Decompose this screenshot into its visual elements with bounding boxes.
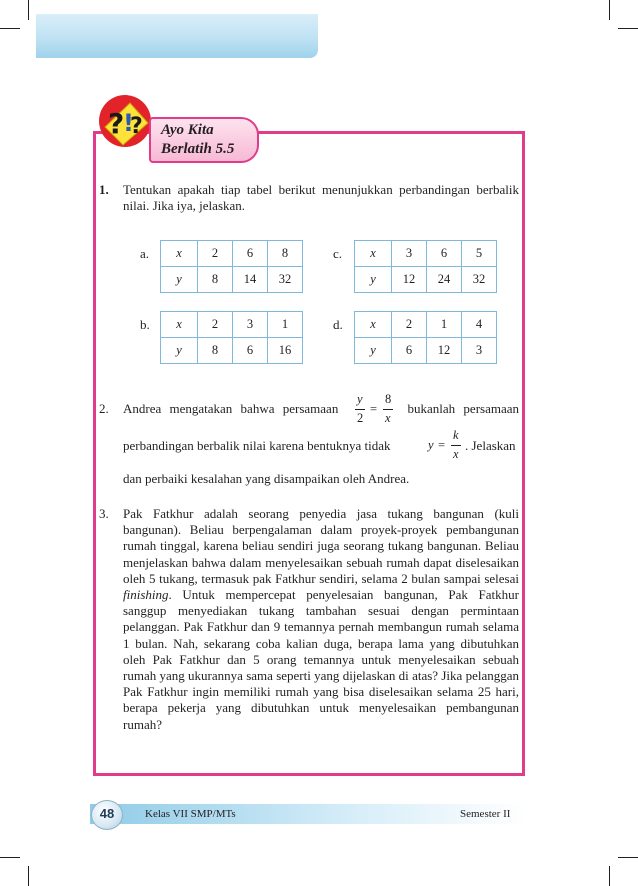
section-banner (149, 117, 259, 163)
question-2-text: . Jelaskan (465, 438, 516, 453)
table-cell: 8 (198, 338, 233, 364)
fraction-bar (383, 409, 393, 410)
question-number: 2. (99, 401, 109, 416)
table-cell: 14 (233, 267, 268, 293)
table-cell: 2 (392, 312, 427, 338)
question-3-text (123, 506, 519, 733)
table-cell: 8 (268, 241, 303, 267)
table-cell: x (161, 312, 198, 338)
fraction-denominator: x (453, 447, 459, 461)
svg-text:?: ? (108, 107, 125, 140)
banner-title-line1: Ayo Kita (161, 122, 214, 138)
table-cell: 4 (462, 312, 497, 338)
table-cell: 8 (198, 267, 233, 293)
svg-text:!: ! (123, 109, 134, 137)
footer-right: Semester II (460, 808, 511, 820)
table-cell: 3 (233, 312, 268, 338)
table-cell: 3 (392, 241, 427, 267)
page-number: 48 (99, 806, 115, 821)
table-cell: 32 (268, 267, 303, 293)
footer-left: Kelas VII SMP/MTs (145, 808, 236, 820)
fraction-bar (451, 445, 461, 446)
question-2-text: Andrea mengatakan bahwa persamaan (123, 401, 339, 416)
table-cell: y (355, 267, 392, 293)
ratio-table-c (354, 240, 497, 293)
table-cell: 32 (462, 267, 497, 293)
table-cell: 6 (392, 338, 427, 364)
table-cell: 3 (462, 338, 497, 364)
equals-sign: = (438, 438, 446, 452)
fraction-numerator: 8 (385, 392, 392, 406)
question-3-text-part: Pak Fatkhur adalah seorang penyedia jasa tukang bangunan (kuli bangunan). Beliau berpengalaman dalam proyek-proyek pembangunan rumah tinggal, karena beliau sendiri juga seorang tukang bangunan. Beliau menjelaskan bahwa dalam menyelesaikan sebuah rumah dapat diselesaikan oleh 5 tukang, termasuk pak Fatkhur sendiri, selama 2 bulan sampai selesai (123, 506, 519, 586)
table-label: c. (333, 246, 343, 261)
table-cell: 24 (427, 267, 462, 293)
table-cell: y (355, 338, 392, 364)
fraction-numerator: k (453, 428, 459, 442)
fraction-numerator: y (357, 392, 363, 406)
question-3-italic: finishing (123, 587, 169, 603)
table-cell: x (161, 241, 198, 267)
table-cell: 6 (233, 241, 268, 267)
table-cell: 2 (198, 312, 233, 338)
equation-lhs: y (428, 438, 434, 452)
equals-sign: = (370, 402, 378, 416)
table-label: b. (140, 317, 150, 332)
crop-mark (618, 857, 638, 858)
question-2-text: dan perbaiki kesalahan yang disampaikan oleh Andrea. (123, 471, 410, 486)
table-cell: 6 (233, 338, 268, 364)
table-cell: 6 (427, 241, 462, 267)
table-cell: 1 (268, 312, 303, 338)
table-label: d. (333, 317, 343, 332)
table-cell: 5 (462, 241, 497, 267)
question-2-text: bukanlah persamaan (407, 401, 519, 416)
table-cell: 12 (427, 338, 462, 364)
question-exclamation-icon (96, 93, 154, 149)
crop-mark (618, 28, 638, 29)
table-cell: y (161, 267, 198, 293)
table-cell: x (355, 312, 392, 338)
ratio-table-d (354, 311, 497, 364)
crop-mark (28, 0, 29, 20)
svg-text:?: ? (130, 114, 143, 139)
question-number: 3. (99, 506, 109, 521)
crop-mark (609, 866, 610, 886)
crop-mark (609, 0, 610, 20)
table-cell: 16 (268, 338, 303, 364)
table-cell: x (355, 241, 392, 267)
fraction-bar (355, 409, 365, 410)
header-band (36, 14, 318, 58)
table-cell: y (161, 338, 198, 364)
ratio-table-a (160, 240, 303, 293)
crop-mark (28, 866, 29, 886)
banner-title-line2: Berlatih 5.5 (161, 141, 235, 157)
table-cell: 12 (392, 267, 427, 293)
fraction-denominator: x (385, 411, 391, 425)
table-label: a. (140, 246, 150, 261)
question-1-text: Tentukan apakah tiap tabel berikut menunjukkan perbandingan berbalik nilai. Jika iya, jelaskan. (123, 182, 519, 214)
crop-mark (0, 857, 20, 858)
ratio-table-b (160, 311, 303, 364)
table-cell: 2 (198, 241, 233, 267)
table-cell: 1 (427, 312, 462, 338)
question-2-text: perbandingan berbalik nilai karena bentuknya tidak (123, 438, 391, 453)
fraction-denominator: 2 (357, 411, 364, 425)
question-number: 1. (99, 182, 109, 197)
question-3-text-part: . Untuk mempercepat penyelesaian bangunan, Pak Fatkhur sanggup menyediakan tukang tambahan sesuai dengan permintaan pelanggan. Pak Fatkhur dan 9 temannya pernah membangun rumah selama 1 bulan. Nah, sekarang coba kalian duga, berapa lama yang dibutuhkan oleh Pak Fatkhur dan 5 orang temannya untuk menyelesaikan sebuah rumah yang ukurannya sama seperti yang dijelaskan di atas? Jika pelanggan Pak Fatkhur ingin memiliki rumah yang bisa diselesaikan selama 25 hari, berapa pekerja yang dibutuhkan untuk menyelesaikan pembangunan rumah? (123, 587, 519, 732)
crop-mark (0, 28, 20, 29)
